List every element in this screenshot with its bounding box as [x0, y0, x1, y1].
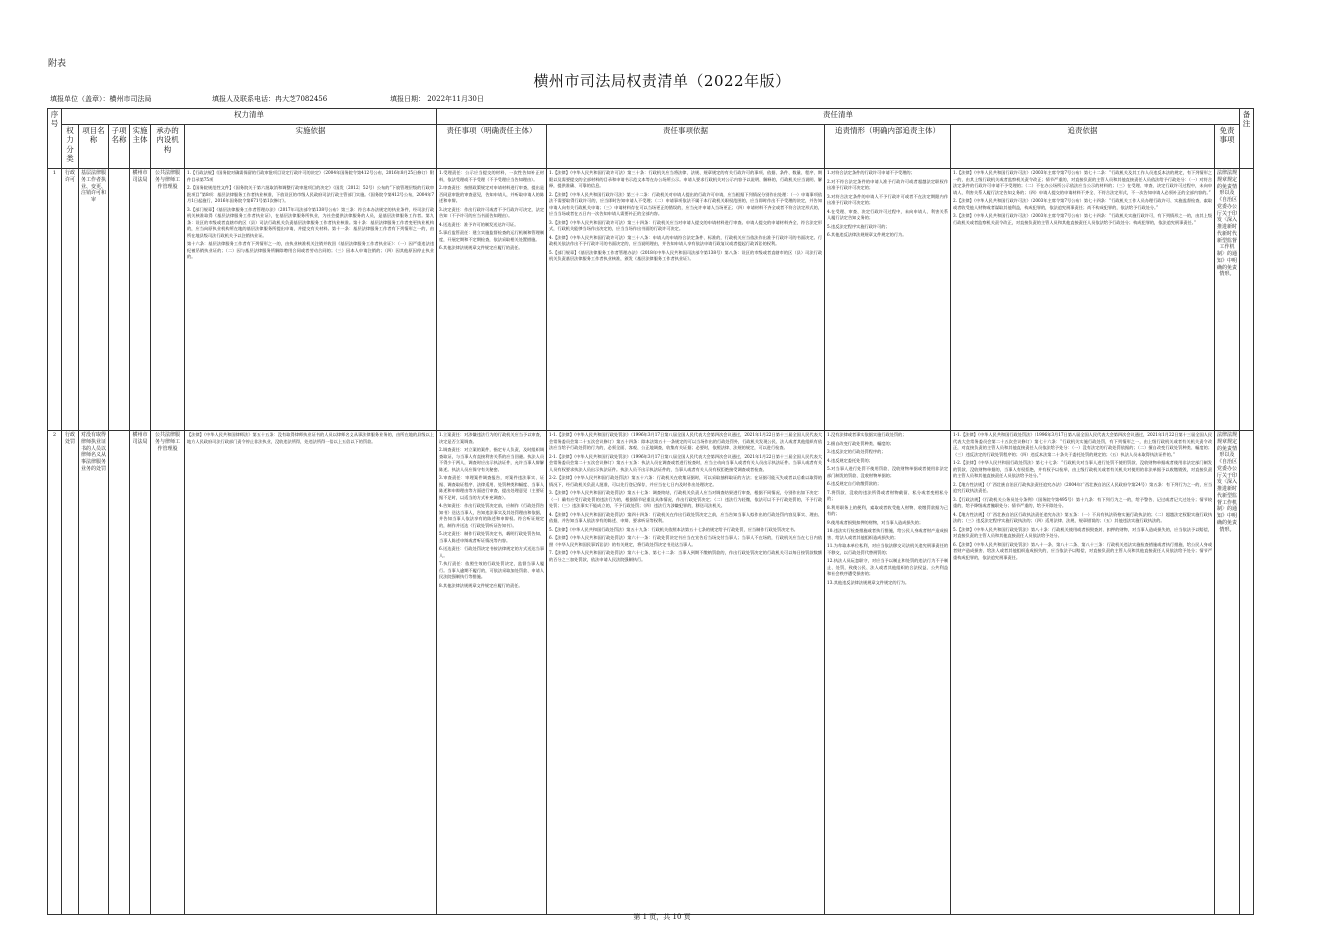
row-remarks — [1240, 431, 1254, 915]
row-resp-basis-paragraph: 2-2.【法律】《中华人民共和国行政处罚法》第五十六条：行政机关在收集证据时，可以采取抽样取证的方法；在证据可能灭失或者以后难以取得的情况下，经行政机关负责人批准，可以先行登记保存，并应当在七日内及时作出处理决定。 — [549, 475, 823, 487]
row-resp-basis-paragraph: 1-1.【法律】《中华人民共和国行政处罚法》（1996年3月17日第八届全国人民代表大会第四次会议通过，2021年1月22日第十三届全国人民代表大会常务委员会第二十五次会议修订）第五十四条：除本法第五十一条规定的可以当场作出的行政处罚外，行政机关发现公民、法人或者其他组织有依法应当给予行政处罚的行为的，必须全面、客观、公正地调查，收集有关证据；必要时，依照法律、法规的规定，可以进行检查。 — [549, 432, 823, 450]
header-responsibility-list: 责任清单 — [437, 109, 1240, 125]
row-resp-basis-paragraph: 3.【法律】《中华人民共和国行政许可法》第三十四条：行政机关应当对申请人提交的申请材料进行审查。申请人提交的申请材料齐全、符合法定形式，行政机关能够当场作出决定的，应当当场作出书面的行政许可决定。 — [549, 219, 823, 231]
row-resp-basis — [547, 169, 825, 431]
row-resp-basis-paragraph: 5.【部门规章】《基层法律服务工作者管理办法》（2018年中华人民共和国司法部令第138号）第八条：设区的市级或者直辖市的区（县）司法行政机关负责基层法律服务工作者执业核准，颁发《基层法律服务工作者执业证》。 — [549, 249, 823, 261]
row-resp-items-paragraph: 3.审查责任：审理案件调查报告，对案件违法事实、证据、调查取证程序、法律适用、处罚种类和幅度、当事人陈述和申辩理由等方面进行审查，提出处理意见（主要证据不足时，以适当的方式补充调查）。 — [439, 475, 545, 500]
row-accountability-paragraph: 5.违反法定程序实施行政许可的； — [827, 223, 890, 229]
header-remarks: 备注 — [1240, 109, 1254, 169]
row-resp-basis-paragraph: 7.【法律】《中华人民共和国行政处罚法》第六十七条、第七十二条：当事人到期不缴纳罚款的，作出行政处罚决定的行政机关可以每日按罚款数额的百分之三加处罚款，依法申请人民法院强制执行。 — [549, 550, 823, 562]
row-resp-items-paragraph: 5.决定责任：制作行政处罚决定书，载明行政处罚告知、当事人陈述申辩或者听证情况等内容。 — [439, 531, 545, 543]
responsibility-table — [47, 108, 1254, 915]
header-dept: 承办的内设机构 — [151, 125, 185, 169]
row-seq: 2 — [48, 431, 62, 915]
row-subject: 横州市司法局 — [130, 431, 151, 915]
fill-contact: 填报人及联系电话：冉大芝7082456 — [212, 95, 328, 103]
row-category: 行政许可 — [62, 169, 79, 431]
row-resp-items — [437, 431, 547, 915]
row-accountability — [825, 169, 951, 431]
table-row — [48, 169, 1254, 431]
header-exempt: 免责事项 — [1215, 125, 1240, 169]
header-seq: 序号 — [48, 109, 62, 169]
row-accountability — [825, 431, 951, 915]
row-basis — [185, 169, 437, 431]
row-acc-basis-paragraph: 1-1.【法律】《中华人民共和国行政处罚法》（1996年3月17日第八届全国人民代表大会第四次会议通过，2021年1月22日第十三届全国人民代表大会常务委员会第二十五次会议修订）第七十六条：“行政机关实施行政处罚，有下列情形之一，由上级行政机关或者有关机关责令改正，对直接负责的主管人员和其他直接责任人员依法给予处分：（一）没有法定的行政处罚依据的；（二）擅自改变行政处罚种类、幅度的；（三）违反法定的行政处罚程序的；（四）违反本法第二十条关于委托处罚的规定的；（五）执法人员未取得执法证件的。” — [953, 432, 1213, 457]
row-acc-basis-paragraph: 1-2.【法律】《中华人民共和国行政处罚法》第七十七条：“行政机关对当事人进行处罚不使用罚款、没收财物单据或者使用非法定部门制发的罚款、没收财物单据的，当事人有权拒绝，并有权予以检举，由上级行政机关或者有关机关对使用的非法单据予以收缴销毁，对直接负责的主管人员和其他直接责任人员依法给予处分。” — [953, 460, 1213, 478]
header-accountability: 追责情形（明确内部追责主体） — [825, 125, 951, 169]
header-resp-basis: 责任事项依据 — [547, 125, 825, 169]
row-accountability-paragraph: 5.对当事人进行处罚不使用罚款、没收财物单据或者使用非法定部门制发的罚款、没收财物单据的； — [827, 466, 949, 478]
row-resp-items-paragraph: 2.审查责任：按照政策规定对申请材料进行审查，提出是否同意审批的审查意见，告知申请人，并听取申请人的陈述和申辩。 — [439, 185, 545, 203]
row-accountability-paragraph: 6.其他违反法律法规规章文件规定的行为。 — [827, 232, 907, 237]
row-accountability-paragraph: 8.利用职务上的便利，索取或者收受他人财物、收缴罚款据为己有的； — [827, 504, 949, 516]
row-resp-items-paragraph: 6.其他法律法规规章文件规定应履行的责任。 — [439, 245, 523, 250]
header-item-name: 项目名称 — [79, 125, 109, 169]
header-basis: 实施依据 — [185, 125, 437, 169]
row-accountability-paragraph: 1.对符合法定条件的行政许可申请不予受理的； — [827, 170, 915, 175]
header-sub-item: 子项名称 — [109, 125, 130, 169]
row-accountability-paragraph: 7.将罚款、没收的违法所得或者财物截留、私分或者变相私分的； — [827, 489, 949, 501]
row-acc-basis-paragraph: 2.【地方性法规】《广西壮族自治区行政执法责任追究办法》（2004年广西壮族自治区人民政府令第24号）第五条：有下列行为之一的，应当追究行政执法责任。 — [953, 481, 1213, 493]
row-resp-basis-paragraph: 6.【法律】《中华人民共和国行政处罚法》第六十一条：行政处罚决定书应当在宣告后当场交付当事人；当事人不在场的，行政机关应当在七日内依照《中华人民共和国民事诉讼法》的有关规定，将行政处罚决定书送达当事人。 — [549, 535, 823, 547]
row-exempt: 法律法规规章规定的免责情形以及《自治区党委办公厅关于印发〈深入推进新时代新型监督工作机制〉的通知》中明确的免责情形。 — [1215, 431, 1240, 915]
row-resp-items-paragraph: 1.立案责任：对涉嫌违法行为的行政机关应当予以审查，决定是否立案调查。 — [439, 432, 545, 444]
row-resp-items-paragraph: 3.决定责任：作出行政许可或者不予行政许可决定，法定告知（不予许可的应当书面告知理由）。 — [439, 206, 545, 218]
header-power-list: 权力清单 — [62, 109, 437, 125]
row-dept: 公共法律服务与律师工作管理股 — [151, 169, 185, 431]
row-subject: 横州市司法局 — [130, 169, 151, 431]
header-subject: 实施主体 — [130, 125, 151, 169]
row-accountability-paragraph: 13.其他违反法律法规规章文件规定的行为。 — [827, 579, 910, 585]
row-accountability-paragraph: 1.没有法律或者事实依据实施行政处罚的； — [827, 432, 907, 437]
row-basis-paragraph: 3.【部门规章】《基层法律服务工作者管理办法》（2017年司法部令第138号公布）第三条：符合本办法规定的执业条件，经司法行政机关核准取得《基层法律服务工作者执业证》，在基层法律服务所执业，为社会提供法律服务的人员，是基层法律服务工作者。第九条：设区的市级或者直辖市的区（县）司法行政机关负责基层法律服务工作者执业核准。第十条：基层法律服务工作者变更执业机构的，应当向原执业机构所在地的基层法律服务所提出申请，并提交有关材料。第十一条：基层法律服务工作者有下列情形之一的，由所在地县级司法行政机关予以注销执业证。 — [187, 206, 435, 238]
row-remarks — [1240, 169, 1254, 431]
row-acc-basis — [951, 169, 1215, 431]
row-accountability-paragraph: 11.为牟取本单位私利，对应当依法移交司法机关追究刑事责任的不移交，以行政处罚代替刑罚的； — [827, 543, 949, 555]
row-resp-basis-paragraph: 5.【法律】《中华人民共和国行政处罚法》第五十九条：行政机关依照本法第五十七条的规定给予行政处罚，应当制作行政处罚决定书。 — [549, 526, 798, 532]
row-resp-items-paragraph: 1.受理责任：公示应当提交的材料，一次性告知补正材料，依法受理或不予受理（不予受理应当告知理由）。 — [439, 170, 545, 182]
row-accountability-paragraph: 9.使用或者损毁扣押的财物，对当事人造成损失的； — [827, 519, 924, 525]
row-resp-items-paragraph: 7.执行责任：依照生效的行政处罚决定，监督当事人履行。当事人逾期不履行的，可依法采取加处罚款、申请人民法院强制执行等措施。 — [439, 561, 545, 579]
header-resp-item: 责任事项（明确责任主体） — [437, 125, 547, 169]
row-acc-basis — [951, 431, 1215, 915]
row-sub-item — [109, 169, 130, 431]
row-acc-basis-paragraph: 2.【法律】《中华人民共和国行政许可法》（2003年主席令第7号公布）第七十四条：“行政机关工作人员办理行政许可、实施监督检查，索取或者收受他人财物或者谋取其他利益，构成犯罪的，依法追究刑事责任；尚不构成犯罪的，依法给予行政处分。” — [953, 198, 1213, 210]
row-resp-basis — [547, 431, 825, 915]
row-acc-basis-paragraph: 4.【地方性法规】《广西壮族自治区行政执法责任追究办法》第五条：（一）不具有执法资格实施行政执法的；（二）超越法定权限实施行政执法的；（三）违反法定程序实施行政执法的；（四）适用法律、法规、规章错误的；（五）其他违法实施行政执法的。 — [953, 511, 1213, 523]
row-resp-items-paragraph: 5.事后监管责任：建立实施监督检查的运行机制和管理制度，开展定期和不定期检查，依法采取相关处置措施。 — [439, 230, 545, 242]
row-accountability-paragraph: 3.对符合法定条件的申请人不予行政许可或者不在法定期限内作出准予行政许可决定的； — [827, 193, 949, 205]
attachment-label: 附表 — [48, 59, 67, 69]
row-resp-basis-paragraph: 4.【法律】《中华人民共和国行政许可法》第三十八条：申请人的申请符合法定条件、标准的，行政机关应当依法作出准予行政许可的书面决定。行政机关依法作出不予行政许可的书面决定的，应当说明理由，并告知申请人享有依法申请行政复议或者提起行政诉讼的权利。 — [549, 234, 823, 246]
row-acc-basis-paragraph: 3.【行政法规】《行政机关公务员处分条例》（国务院令第495号）第十九条：有下列行为之一的，给予警告、记过或者记大过处分；情节较重的，给予降级或者撤职处分；情节严重的，给予开除处分。 — [953, 496, 1213, 508]
row-resp-items-paragraph: 6.送达责任：行政处罚决定书按法律规定的方式送达当事人。 — [439, 546, 545, 558]
row-item-name: 对没有取得律师执业证书的人员以律师名义从事法律服务业务的处罚 — [79, 431, 109, 915]
row-resp-items-paragraph: 4.送达责任：准予许可的制发送达许可证。 — [439, 221, 519, 227]
row-basis-paragraph: 2.【国务院规范性文件】《国务院关于第六批取消和调整行政审批项目的决定》（国发〔2012〕52号）公布的“下放管理层级的行政审批项目”第8项：基层法律服务工作者执业核准，下放设区的市级人民政府司法行政主管部门实施。《国务院令第412号公布，2004年7月1日起施行，2016年国务院令第671号第1次修订》。 — [187, 185, 435, 203]
row-resp-basis-paragraph: 1.【法律】《中华人民共和国行政许可法》第三十条：行政机关应当将法律、法规、规章规定的有关行政许可的事项、依据、条件、数量、程序、期限以及需要提交的全部材料的目录和申请书示范文本等在办公场所公示。申请人要求行政机关对公示内容予以说明、解释的，行政机关应当说明、解释，提供准确、可靠的信息。 — [549, 170, 823, 188]
row-basis-paragraph: 1.【行政法规】《国务院对确需保留的行政审批项目设定行政许可的决定》（2004年国务院令第412号公布，2016年8月25日修订）附件目录第75项 — [187, 170, 435, 182]
row-resp-items-paragraph: 2.调查责任：对立案的案件，指定专人负责，及时组织调查取证，与当事人有直接利害关系的应当回避。执法人员不得少于两人，调查时应出示执法证件，允许当事人辩解陈述。执法人员应保守有关秘密。 — [439, 447, 545, 472]
row-basis-paragraph: 【法律】《中华人民共和国律师法》第五十五条：没有取得律师执业证书的人员以律师名义从事法律服务业务的，由所在地的县级以上地方人民政府司法行政部门责令停止非法执业，没收违法所得，处违法所得一倍以上五倍以下的罚款。 — [187, 432, 435, 444]
row-accountability-paragraph: 6.违反规定自行收缴罚款的； — [827, 481, 882, 486]
row-accountability-paragraph: 4.在受理、审查、决定行政许可过程中，未向申请人、利害关系人履行法定告知义务的； — [827, 208, 949, 220]
row-sub-item — [109, 431, 130, 915]
page-title: 横州市司法局权责清单（2022年版） — [533, 72, 791, 90]
row-accountability-paragraph: 10.违法实行检查措施或者执行措施，给公民人身或者财产造成损害、给法人或者其他组织造成损失的； — [827, 528, 949, 540]
row-exempt: 法律法规规章规定的免责情形以及《自治区党委办公厅关于印发〈深入推进新时代新时代新型监督工作机制〉的通知》中明确的免责情形。 — [1215, 169, 1240, 431]
row-accountability-paragraph: 12.执法人员玩忽职守，对应当予以制止和处罚的违法行为不予制止、处罚，致使公民、法人或者其他组织的合法权益、公共利益和社会秩序遭受损害的； — [827, 558, 949, 576]
row-seq: 1 — [48, 169, 62, 431]
header-acc-basis: 追责依据 — [951, 125, 1215, 169]
row-resp-items-paragraph: 4.告知责任：作出行政处罚决定前，应制作《行政处罚告知书》送达当事人，告知违法事实及其处罚理由和依据，并告知当事人依法享有的陈述和申辩权。符合听证规定的，制作并送达《行政处罚听证告知书》。 — [439, 503, 545, 528]
fill-unit: 填报单位（盖章）：横州市司法局 — [50, 95, 152, 103]
row-resp-basis-paragraph: 3.【法律】《中华人民共和国行政处罚法》第五十七条：调查终结，行政机关负责人应当对调查结果进行审查，根据不同情况，分别作出如下决定：（一）确有应受行政处罚的违法行为的，根据情节轻重及具体情况，作出行政处罚决定；（二）违法行为轻微，依法可以不予行政处罚的，不予行政处罚；（三）违法事实不能成立的，不予行政处罚；（四）违法行为涉嫌犯罪的，移送司法机关。 — [549, 490, 823, 508]
row-basis-paragraph: 第十六条：基层法律服务工作者有下列情形之一的，由执业核准机关注销并收回《基层法律服务工作者执业证》：（一）因严重违法违纪被吊销执业证的；（二）因与基层法律服务所解除聘用合同或者劳动合同的；（三）因本人申请注销的；（四）因其他原因停止执业的。 — [187, 241, 435, 259]
row-item-name: 基层法律服务工作者执业、变更、注销许可和审 — [79, 169, 109, 431]
row-accountability-paragraph: 2.对不符合法定条件的申请人准予行政许可或者超越法定职权作出准予行政许可决定的； — [827, 178, 949, 190]
row-resp-basis-paragraph: 4.【法律】《中华人民共和国行政处罚法》第四十四条：行政机关在作出行政处罚决定之前，应当告知当事人拟作出的行政处罚内容及事实、理由、依据，并告知当事人依法享有的陈述、申辩、要求听证等权利。 — [549, 511, 823, 523]
row-resp-items — [437, 169, 547, 431]
row-accountability-paragraph: 3.违反法定的行政处罚程序的； — [827, 449, 886, 454]
row-resp-basis-paragraph: 2.【法律】《中华人民共和国行政许可法》第三十二条：行政机关对申请人提出的行政许可申请，应当根据下列情况分别作出处理：（一）申请事项依法不需要取得行政许可的，应当即时告知申请人不受理；（二）申请事项依法不属于本行政机关职权范围的，应当即时作出不予受理的决定，并告知申请人向有关行政机关申请；（三）申请材料存在可以当场更正的错误的，应当允许申请人当场更正；（四）申请材料不齐全或者不符合法定形式的，应当当场或者在五日内一次告知申请人需要补正的全部内容。 — [549, 191, 823, 216]
table-row — [48, 431, 1254, 915]
row-acc-basis-paragraph: 5.【法律】《中华人民共和国行政处罚法》第八十条：行政机关使用或者损毁查封、扣押的财物，对当事人造成损失的，应当依法予以赔偿，对直接负责的主管人员和其他直接责任人员依法给予处分。 — [953, 526, 1213, 538]
row-acc-basis-paragraph: 6.【法律】《中华人民共和国行政处罚法》第八十一条、第八十二条、第八十三条：行政机关违法实施检查措施或者执行措施，给公民人身或者财产造成损害、给法人或者其他组织造成损失的，应当依法予以赔偿，对直接负责的主管人员和其他直接责任人员依法给予处分；情节严重构成犯罪的，依法追究刑事责任。 — [953, 541, 1213, 560]
fill-date: 填报日期： 2022年11月30日 — [390, 95, 484, 103]
row-category: 行政处罚 — [62, 431, 79, 915]
row-basis — [185, 431, 437, 915]
row-acc-basis-paragraph: 3.【法律】《中华人民共和国行政许可法》（2003年主席令第7号公布）第七十四条：“行政机关实施行政许可，有下列情形之一的，由其上级行政机关或者监察机关责令改正，对直接负责的主管人员和其他直接责任人员依法给予行政处分；构成犯罪的，依法追究刑事责任。” — [953, 213, 1213, 225]
page-footer: 第 1 页，共 10 页 — [633, 913, 691, 921]
row-resp-items-paragraph: 8.其他法律法规规章文件规定应履行的责任。 — [439, 582, 523, 588]
row-dept: 公共法律服务与律师工作管理股 — [151, 431, 185, 915]
row-accountability-paragraph: 4.违反规定委托处罚的； — [827, 457, 873, 463]
row-resp-basis-paragraph: 2-1.【法律】《中华人民共和国行政处罚法》（1996年3月17日第八届全国人民代表大会第四次会议通过，2021年1月22日第十三届全国人民代表大会常务委员会第二十五次会议修订）第五十五条：执法人员在调查或者进行检查时，应当主动向当事人或者有关人员出示执法证件。当事人或者有关人员有权要求执法人员出示执法证件。执法人员不出示执法证件的，当事人或者有关人员有权拒绝接受调查或者检查。 — [549, 453, 823, 472]
header-category: 权力分类 — [62, 125, 79, 169]
row-accountability-paragraph: 2.擅自改变行政处罚种类、幅度的； — [827, 440, 894, 446]
row-acc-basis-paragraph: 1.【法律】《中华人民共和国行政许可法》（2003年主席令第7号公布）第七十二条：“行政机关及其工作人员违反本法的规定，有下列情形之一的，由其上级行政机关或者监察机关责令改正；情节严重的，对直接负责的主管人员和其他直接责任人员依法给予行政处分：（一）对符合法定条件的行政许可申请不予受理的；（二）不在办公场所公示依法应当公示的材料的；（三）在受理、审查、决定行政许可过程中，未向申请人、利害关系人履行法定告知义务的；（四）申请人提交的申请材料不齐全、不符合法定形式，不一次告知申请人必须补正的全部内容的。” — [953, 170, 1213, 195]
